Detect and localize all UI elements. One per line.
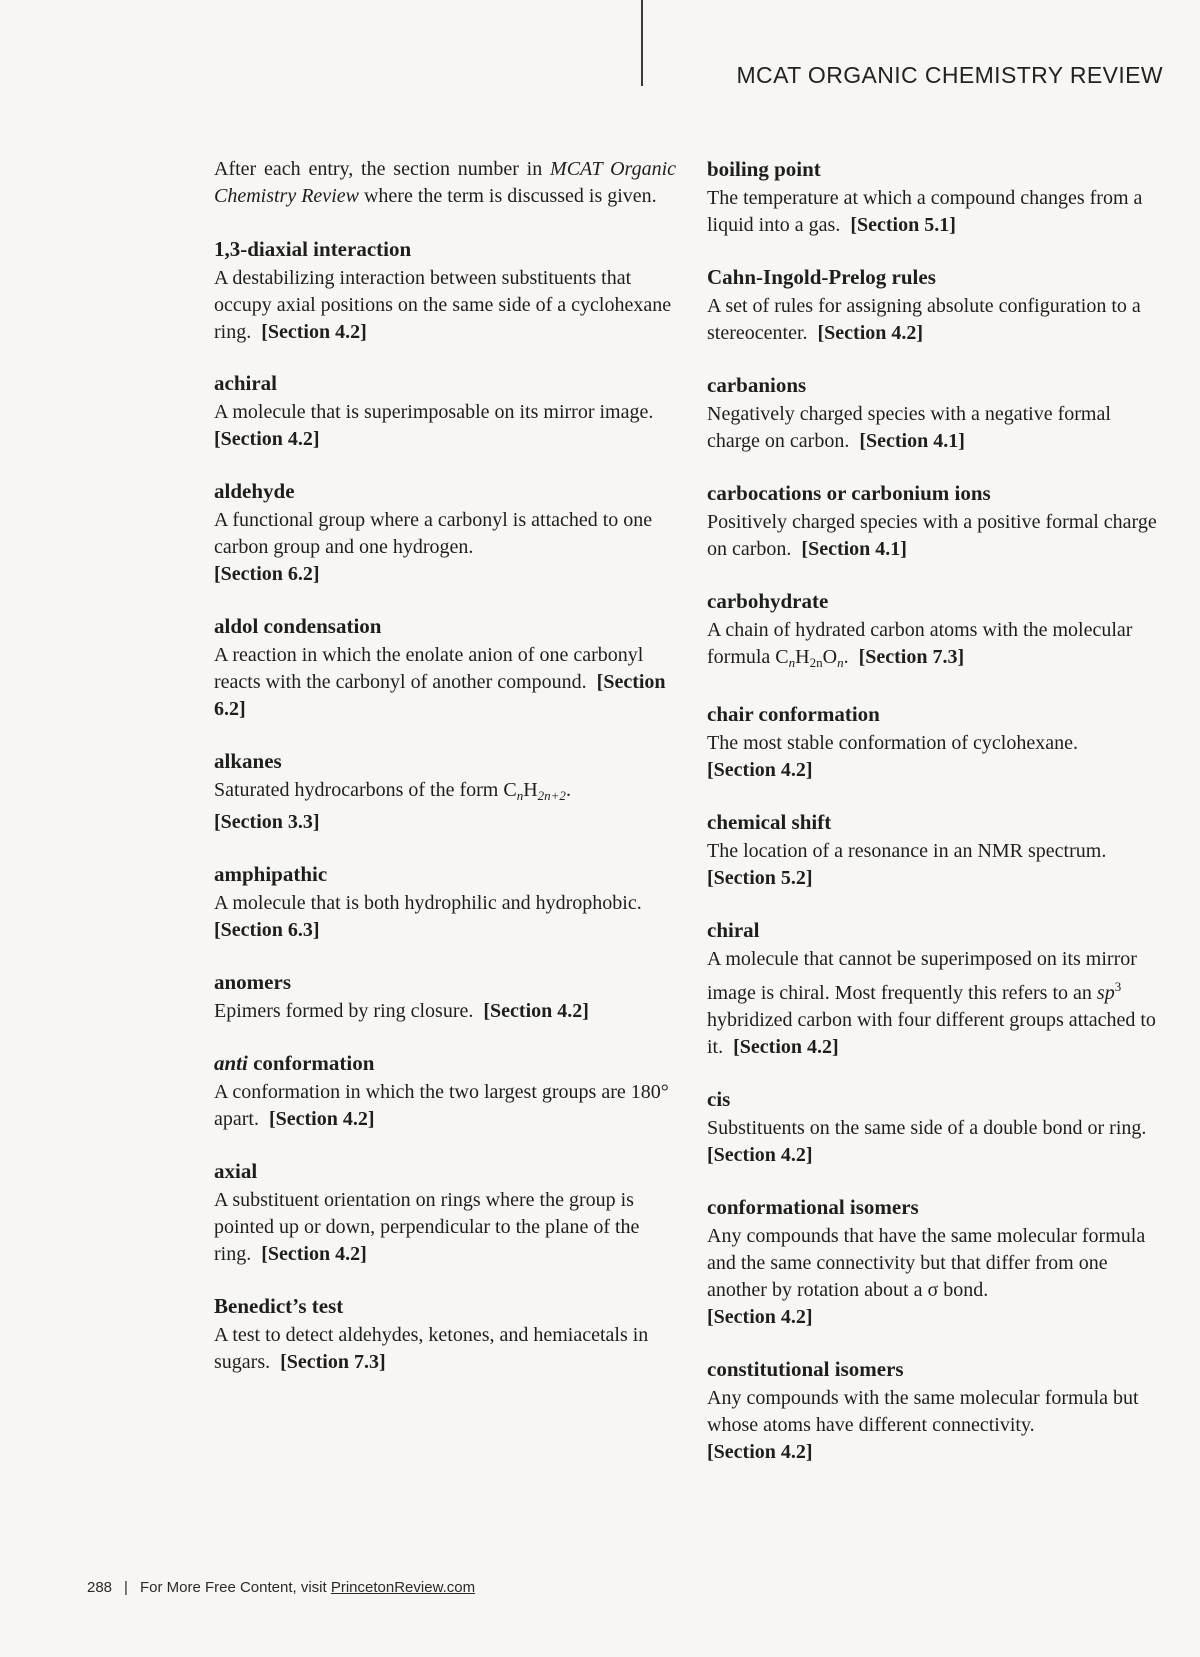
glossary-definition: The most stable conformation of cyclohexane. [Section 4.2] [707, 732, 1078, 781]
glossary-definition: A molecule that cannot be superimposed on its mirror image is chiral. Most frequently this refers to an $sp^3$ hybridized carbon with four different groups attached to it. [Section 4.2] [707, 948, 1156, 1058]
glossary-term: Cahn-Ingold-Prelog rules [707, 265, 936, 289]
glossary-entry [707, 1356, 1167, 1466]
glossary-definition: Saturated hydrocarbons of the form $C_nH_{2n+2}$. [Section 3.3] [214, 779, 571, 833]
glossary-right-column [707, 156, 1167, 1491]
glossary-entry [214, 613, 676, 723]
section-reference: [Section 5.2] [707, 867, 813, 889]
glossary-entry [707, 917, 1167, 1061]
glossary-entry [214, 1293, 676, 1376]
glossary-definition: A chain of hydrated carbon atoms with the molecular formula $C_nH_{2n}O_n$. [Section 7.3] [707, 619, 1133, 670]
glossary-term: amphipathic [214, 862, 328, 886]
footer-separator: | [124, 1579, 128, 1596]
glossary-definition: A molecule that is superimposable on its mirror image. [Section 4.2] [214, 401, 654, 450]
glossary-term: aldehyde [214, 479, 295, 503]
footer-text: For More Free Content, visit [139, 1579, 331, 1596]
section-reference: [Section 5.1] [850, 214, 956, 236]
page-footer [87, 1579, 475, 1596]
glossary-term: chemical shift [707, 810, 832, 834]
section-reference: [Section 4.2] [483, 1000, 589, 1022]
glossary-term: aldol condensation [214, 614, 382, 638]
glossary-entry [707, 588, 1167, 676]
glossary-intro: After each entry, the section number in MCAT Organic Chemistry Review where the term is discussed is given. [214, 158, 676, 207]
section-reference: [Section 4.2] [214, 428, 320, 450]
glossary-definition: A destabilizing interaction between substituents that occupy axial positions on the same side of a cyclohexane ring. [Section 4.2] [214, 267, 672, 343]
glossary-term: Benedict’s test [214, 1294, 344, 1318]
glossary-entry [214, 478, 676, 588]
section-reference: [Section 6.2] [214, 671, 666, 720]
glossary-entry [214, 1050, 676, 1133]
glossary-term: conformational isomers [707, 1195, 919, 1219]
glossary-definition: A molecule that is both hydrophilic and hydrophobic. [Section 6.3] [214, 892, 642, 941]
running-header: MCAT ORGANIC CHEMISTRY REVIEW [736, 62, 1163, 88]
glossary-definition: A reaction in which the enolate anion of one carbonyl reacts with the carbonyl of another compound. [Section 6.2] [214, 644, 666, 720]
glossary-definition: A test to detect aldehydes, ketones, and hemiacetals in sugars. [Section 7.3] [214, 1324, 649, 1373]
glossary-definition: Negatively charged species with a negative formal charge on carbon. [Section 4.1] [707, 403, 1111, 452]
glossary-term: carbocations or carbonium ions [707, 481, 991, 505]
glossary-term: constitutional isomers [707, 1357, 904, 1381]
glossary-term: anti conformation [214, 1051, 375, 1075]
glossary-entry [707, 1086, 1167, 1169]
glossary-definition: A set of rules for assigning absolute configuration to a stereocenter. [Section 4.2] [707, 295, 1141, 344]
section-reference: [Section 4.2] [733, 1036, 839, 1058]
glossary-entry [707, 156, 1167, 239]
section-reference: [Section 4.1] [801, 538, 907, 560]
glossary-entry [214, 969, 676, 1025]
glossary-entry [214, 861, 676, 944]
glossary-entry [214, 370, 676, 453]
section-reference: [Section 6.3] [214, 919, 320, 941]
section-reference: [Section 4.2] [707, 1441, 813, 1463]
glossary-definition: Epimers formed by ring closure. [Section 4.2] [214, 1000, 589, 1022]
glossary-entry [707, 264, 1167, 347]
glossary-entry [214, 748, 676, 836]
glossary-entry [707, 1194, 1167, 1331]
section-reference: [Section 4.2] [817, 322, 924, 344]
glossary-definition: The temperature at which a compound changes from a liquid into a gas. [Section 5.1] [707, 187, 1143, 236]
glossary-left-column [214, 156, 676, 1401]
glossary-entry [707, 480, 1167, 563]
glossary-definition: Positively charged species with a positive formal charge on carbon. [Section 4.1] [707, 511, 1157, 560]
glossary-entry [214, 1158, 676, 1268]
glossary-definition: A functional group where a carbonyl is attached to one carbon group and one hydrogen. [Section 6.2] [214, 509, 653, 585]
section-reference: [Section 3.3] [214, 811, 320, 833]
book-title: MCAT Organic Chemistry Review [214, 158, 676, 207]
section-reference: [Section 4.2] [268, 1108, 375, 1130]
glossary-term: 1,3-diaxial interaction [214, 237, 412, 261]
glossary-entry [707, 372, 1167, 455]
page-number: 288 [87, 1579, 113, 1596]
glossary-definition: Substituents on the same side of a double bond or ring. [Section 4.2] [707, 1117, 1147, 1166]
glossary-term: alkanes [214, 749, 282, 773]
section-reference: [Section 4.2] [707, 1306, 813, 1328]
glossary-term: chiral [707, 918, 760, 942]
glossary-definition: A conformation in which the two largest groups are 180° apart. [Section 4.2] [214, 1081, 669, 1130]
section-reference: [Section 4.2] [707, 1144, 813, 1166]
glossary-definition: Any compounds with the same molecular formula but whose atoms have different connectivity. [Section 4.2] [707, 1387, 1139, 1463]
glossary-term: carbohydrate [707, 589, 829, 613]
glossary-entry [707, 701, 1167, 784]
glossary-entry [707, 809, 1167, 892]
glossary-definition: A substituent orientation on rings where the group is pointed up or down, perpendicular to the plane of the ring. [Section 4.2] [214, 1189, 640, 1265]
section-reference: [Section 4.2] [261, 1243, 367, 1265]
glossary-term: anomers [214, 970, 291, 994]
top-divider-rule [641, 0, 643, 86]
glossary-term: chair conformation [707, 702, 880, 726]
section-reference: [Section 7.3] [858, 646, 965, 668]
glossary-entry [214, 236, 676, 346]
glossary-term: axial [214, 1159, 258, 1183]
glossary-definition: The location of a resonance in an NMR spectrum. [Section 5.2] [707, 840, 1107, 889]
footer-link[interactable]: PrincetonReview.com [330, 1579, 476, 1596]
glossary-term: achiral [214, 371, 277, 395]
glossary-term: cis [707, 1087, 731, 1111]
glossary-definition: Any compounds that have the same molecular formula and the same connectivity but that differ from one another by rotation about a σ bond. [Section 4.2] [707, 1225, 1146, 1328]
section-reference: [Section 4.2] [261, 321, 367, 343]
section-reference: [Section 4.2] [707, 759, 813, 781]
glossary-term: carbanions [707, 373, 807, 397]
glossary-term: boiling point [707, 157, 821, 181]
section-reference: [Section 4.1] [859, 430, 965, 452]
section-reference: [Section 7.3] [280, 1351, 386, 1373]
section-reference: [Section 6.2] [214, 563, 320, 585]
